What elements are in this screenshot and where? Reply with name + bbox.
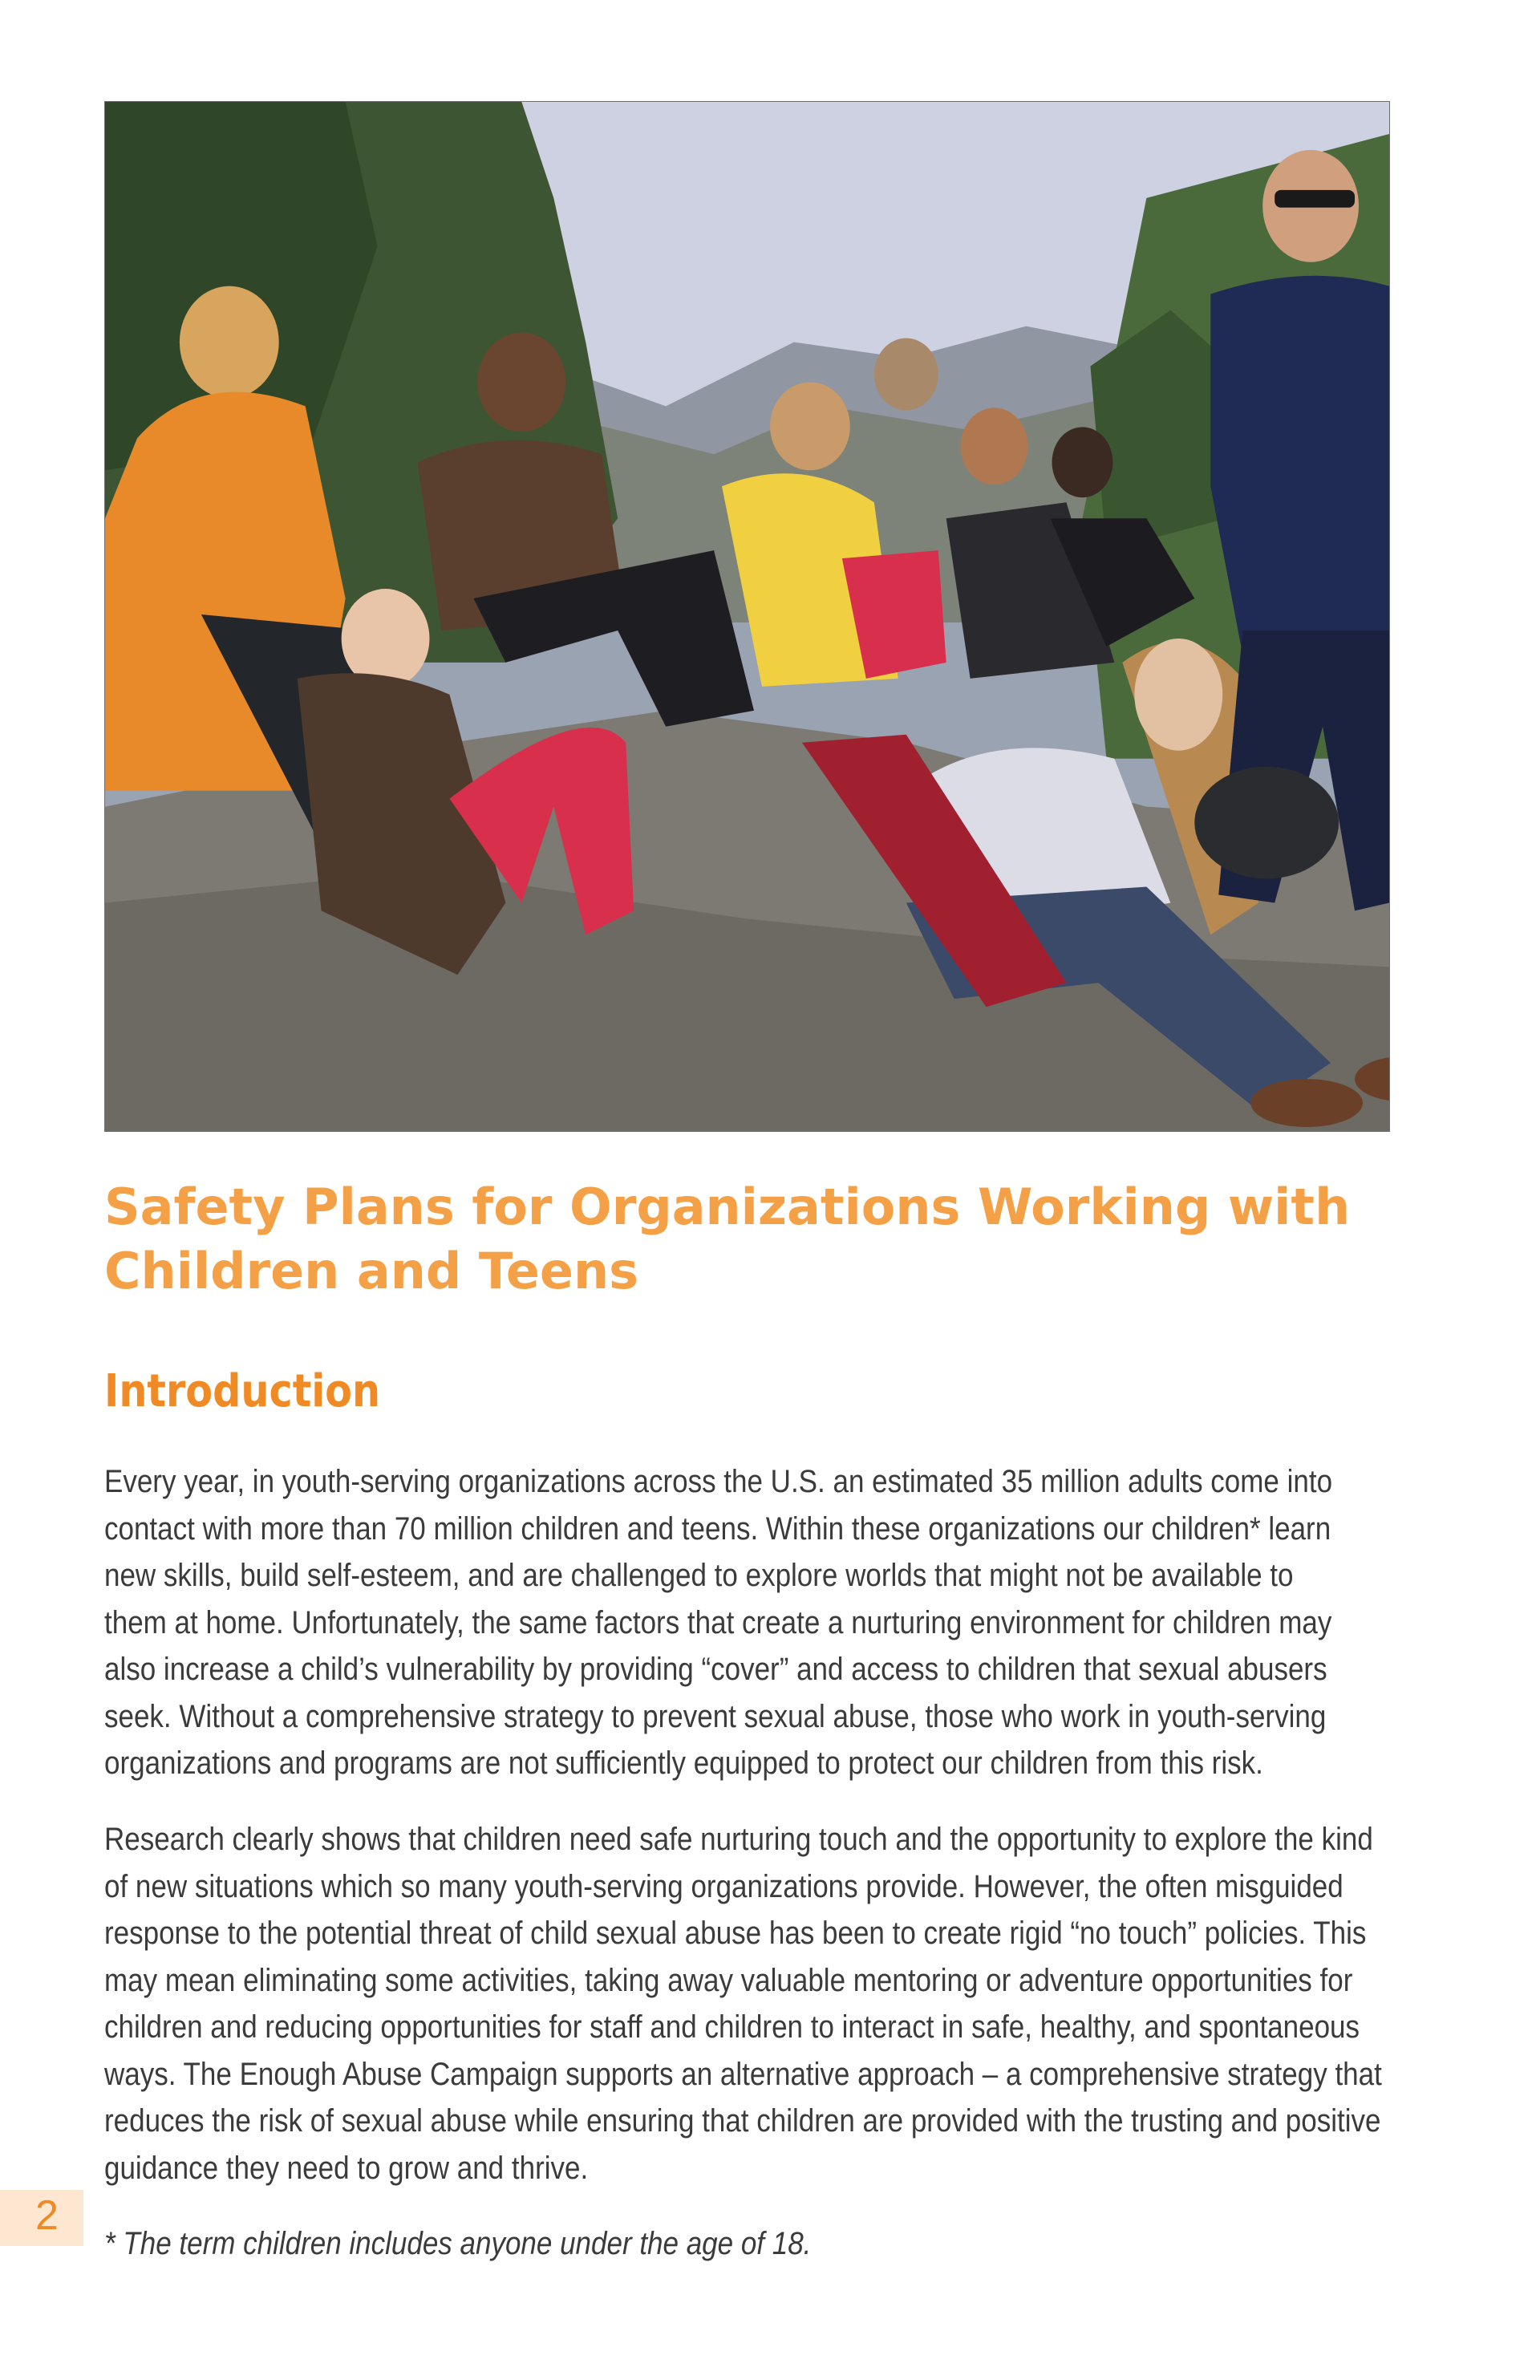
section-heading: Introduction [104, 1365, 381, 1417]
paragraph-line: Research clearly shows that children need safe nurturing touch and the opportunity to explore the kind [104, 1822, 1373, 1857]
paragraph-line: reduces the risk of sexual abuse while ensuring that children are provided with the trusting and positive [104, 2103, 1381, 2139]
intro-paragraph-2 [104, 1816, 1410, 2191]
title-line-2: Children and Teens [104, 1242, 639, 1300]
paragraph-line: contact with more than 70 million children and teens. Within these organizations our children* learn [104, 1510, 1331, 1547]
paragraph-line: also increase a child’s vulnerability by providing “cover” and access to children that sexual abusers [104, 1652, 1327, 1687]
page-number: 2 [35, 2192, 59, 2239]
paragraph-line: new skills, build self-esteem, and are challenged to explore worlds that might not be available to [104, 1558, 1294, 1593]
title-line-1: Safety Plans for Organizations Working with [104, 1178, 1351, 1236]
paragraph-line: organizations and programs are not sufficiently equipped to protect our children from this risk. [104, 1745, 1263, 1781]
paragraph-line: children and reducing opportunities for staff and children to interact in safe, healthy, and spontaneous [104, 2009, 1360, 2045]
page-title [104, 1175, 1388, 1304]
paragraph-line: seek. Without a comprehensive strategy to prevent sexual abuse, those who work in youth-serving [104, 1698, 1327, 1734]
intro-paragraph-1 [104, 1458, 1410, 1787]
paragraph-line: them at home. Unfortunately, the same factors that create a nurturing environment for children may [104, 1604, 1332, 1640]
paragraph-line: Every year, in youth-serving organizations across the U.S. an estimated 35 million adults come into [104, 1464, 1333, 1499]
paragraph-line: ways. The Enough Abuse Campaign supports an alternative approach – a comprehensive strategy that [104, 2056, 1382, 2092]
group-hiking-photo [104, 101, 1390, 1132]
paragraph-line: of new situations which so many youth-serving organizations provide. However, the often misguided [104, 1868, 1343, 1904]
paragraph-line: response to the potential threat of child sexual abuse has been to create rigid “no touch” policies. This [104, 1916, 1367, 1951]
paragraph-line: may mean eliminating some activities, taking away valuable mentoring or adventure opportunities for [104, 1962, 1353, 1998]
photo-image [105, 102, 1389, 1131]
footnote: * The term children includes anyone under the age of 18. [104, 2226, 812, 2261]
paragraph-line: guidance they need to grow and thrive. [104, 2150, 589, 2186]
